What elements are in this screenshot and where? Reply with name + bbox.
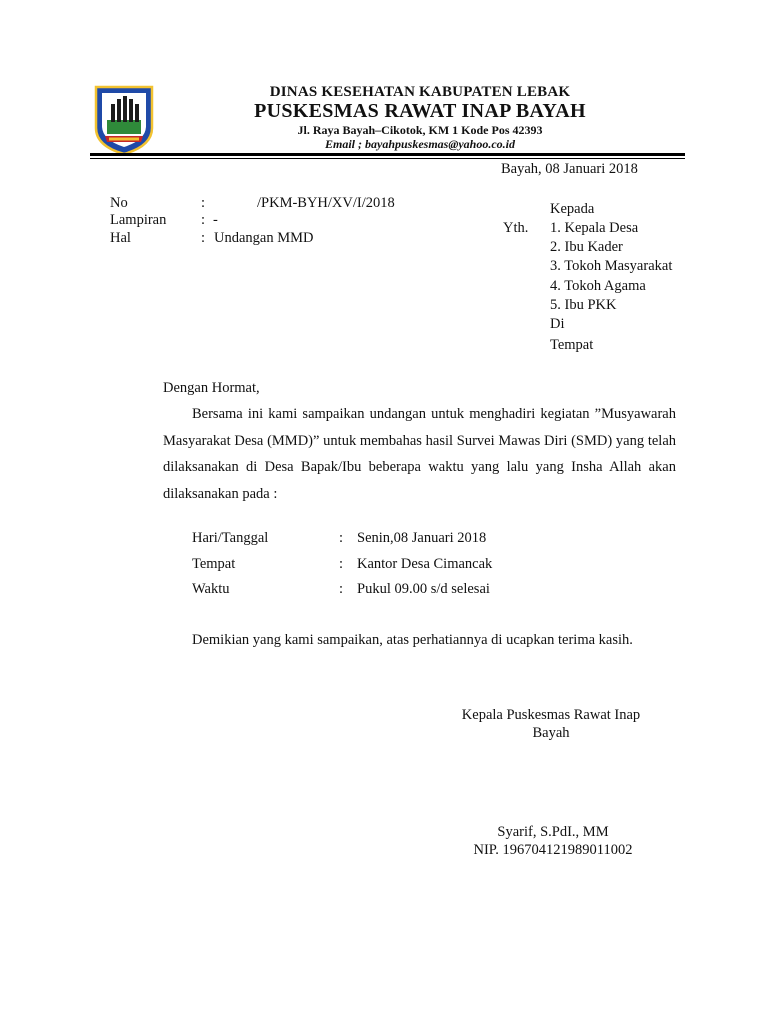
signatory-name: Syarif, S.PdI., MM — [497, 824, 609, 840]
signatory-nip: NIP. 196704121989011002 — [473, 842, 633, 858]
greeting: Dengan Hormat, — [163, 380, 260, 396]
meta-value-lampiran: - — [213, 212, 218, 228]
detail-sep-date: : — [339, 530, 344, 546]
meta-sep-lampiran: : — [201, 212, 206, 228]
letterhead-agency: DINAS KESEHATAN KABUPATEN LEBAK — [269, 84, 571, 100]
meta-label-hal: Hal — [110, 230, 131, 246]
detail-sep-place: : — [339, 556, 344, 572]
signature-title-line2: Bayah — [532, 725, 570, 741]
meta-value-hal: Undangan MMD — [214, 230, 314, 246]
signature-title-line1: Kepala Puskesmas Rawat Inap — [461, 707, 641, 723]
meta-value-no: /PKM-BYH/XV/I/2018 — [257, 195, 395, 211]
body-paragraph: Bersama ini kami sampaikan undangan untuk menghadiri kegiatan ”Musyawarah Masyarakat Desa (MMD)” untuk membahas hasil Survei Mawas Diri (SMD) yang telah dilaksanakan di Desa Bapak/Ibu beberapa waktu yang lalu yang Insha Allah akan dilaksanakan pada : — [163, 406, 676, 502]
detail-value-date: Senin,08 Januari 2018 — [357, 530, 487, 546]
detail-sep-time: : — [339, 581, 344, 597]
recipient-yth: Yth. — [503, 220, 529, 236]
letterhead-name: PUSKESMAS RAWAT INAP BAYAH — [254, 100, 586, 122]
meta-sep-no: : — [201, 195, 206, 211]
detail-value-place: Kantor Desa Cimancak — [357, 556, 493, 572]
letterhead-email: Email ; bayahpuskesmas@yahoo.co.id — [325, 137, 515, 151]
recipient-kepada: Kepada — [550, 201, 595, 217]
closing-sentence: Demikian yang kami sampaikan, atas perhatiannya di ucapkan terima kasih. — [192, 632, 633, 648]
recipient-item: 4. Tokoh Agama — [550, 278, 646, 294]
header-divider-thick — [90, 153, 685, 156]
recipient-item: 2. Ibu Kader — [550, 239, 623, 255]
detail-label-date: Hari/Tanggal — [192, 530, 269, 546]
meta-sep-hal: : — [201, 230, 206, 246]
header-divider-thin — [90, 158, 685, 159]
recipient-item: 3. Tokoh Masyarakat — [550, 258, 673, 274]
meta-label-lampiran: Lampiran — [110, 212, 167, 228]
letter-date: Bayah, 08 Januari 2018 — [501, 161, 638, 177]
meta-label-no: No — [110, 195, 128, 211]
detail-value-time: Pukul 09.00 s/d selesai — [357, 581, 490, 597]
regency-emblem-logo — [93, 84, 155, 156]
detail-label-time: Waktu — [192, 581, 230, 597]
recipient-di: Di — [550, 316, 565, 332]
recipient-tempat: Tempat — [550, 337, 594, 353]
recipient-item: 5. Ibu PKK — [550, 297, 617, 313]
detail-label-place: Tempat — [192, 556, 236, 572]
letterhead-address: Jl. Raya Bayah–Cikotok, KM 1 Kode Pos 42393 — [297, 123, 543, 137]
recipient-item: 1. Kepala Desa — [550, 220, 639, 236]
